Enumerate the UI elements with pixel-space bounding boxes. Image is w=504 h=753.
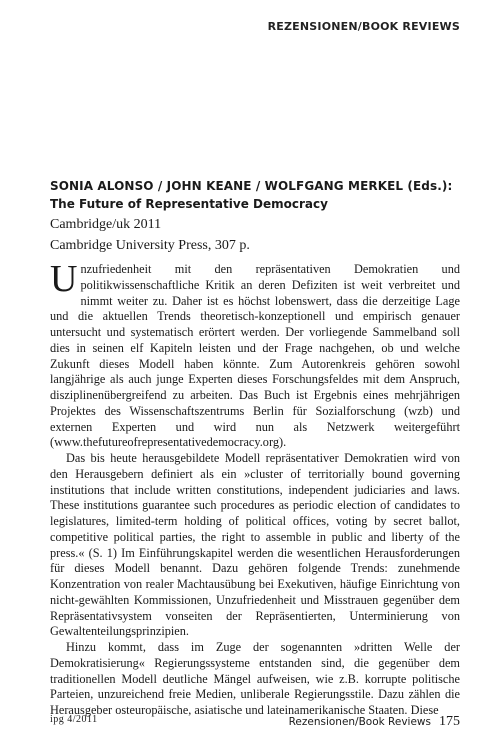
- review-publisher-pages: Cambridge University Press, 307 p.: [50, 238, 250, 253]
- paragraph-2: Das bis heute herausgebildete Modell repräsentativer Demokratien wird von den Herausgebern definiert als ein »cluster of territorially bound governing institutions that include written constitutions, independent judiciaries and laws. These institutions guarantee such procedures as periodic election of candidates to legislatures, limited-term holding of political offices, voting by secret ballot, competitive political parties, the right to assemble in public and liberty of the press.« (S. 1) Im Einführungskapitel werden die wesentlichen Herausforderungen für dieses Modell benannt. Dazu gehören folgende Trends: zunehmende Konzentration von realer Machtausübung bei Exekutiven, häufige Einrichtung von nicht-gewählten Kommissionen, Unzufriedenheit und Misstrauen gegenüber dem Repräsentativsystem vonseiten der Repräsentierten, Unterminierung von Gewaltenteilungsprinzipien.: [50, 451, 460, 639]
- review-header: [50, 177, 460, 256]
- page-number: 175: [439, 714, 460, 729]
- review-book-title: The Future of Representative Democracy: [50, 197, 328, 211]
- review-authors: SONIA ALONSO / JOHN KEANE / WOLFGANG MERKEL (Eds.):: [50, 179, 453, 193]
- paragraph-1-text: nzufriedenheit mit den repräsentativen Demokratien und politikwissenschaftliche Kritik an deren Defiziten ist weit verbreitet und nimmt weiter zu. Daher ist es höchst lobenswert, dass die derzeitige Lage und die aktuellen Trends theoretisch-konzeptionell und empirisch genauer untersucht und systematisch erörtert werden. Der vorliegende Sammelband soll dies in seinen elf Kapiteln leisten und der Frage nachgehen, ob und welche Zukunft dieses Modell haben könnte. Zum Autorenkreis gehören sowohl langjährige als auch junge Experten dieses Forschungsfeldes mit dem Anspruch, disziplinenübergreifend zu arbeiten. Das Buch ist Ergebnis eines mehrjährigen Projektes des Wissenschaftszentrums Berlin für Sozialforschung (wzb) und externen Experten und wird nun als Netzwerk weitergeführt (www.thefutureofrepresentativedemocracy.org).: [50, 262, 460, 450]
- drop-cap: U: [50, 258, 78, 300]
- footer-issue: ipg 4/2011: [50, 714, 98, 725]
- footer-section: Rezensionen/Book Reviews: [288, 716, 431, 728]
- footer-right: [289, 710, 460, 730]
- review-body: [50, 258, 460, 719]
- paragraph-3: Hinzu kommt, dass im Zuge der sogenannten »dritten Welle der Demokratisierung« Regierungssysteme entstanden sind, die gegenüber dem traditionellen Modell deutliche Mängel aufweisen, wie z.B. korrupte politische Parteien, unzureichend freie Medien, unliberale Regierungsstile. Dazu zählen die Herausgeber osteuropäische, asiatische und lateinamerikanische Staaten. Diese: [50, 640, 460, 717]
- paragraph-1: [50, 258, 460, 451]
- running-head: REZENSIONEN/BOOK REVIEWS: [267, 20, 460, 33]
- review-place-year: Cambridge/uk 2011: [50, 217, 162, 232]
